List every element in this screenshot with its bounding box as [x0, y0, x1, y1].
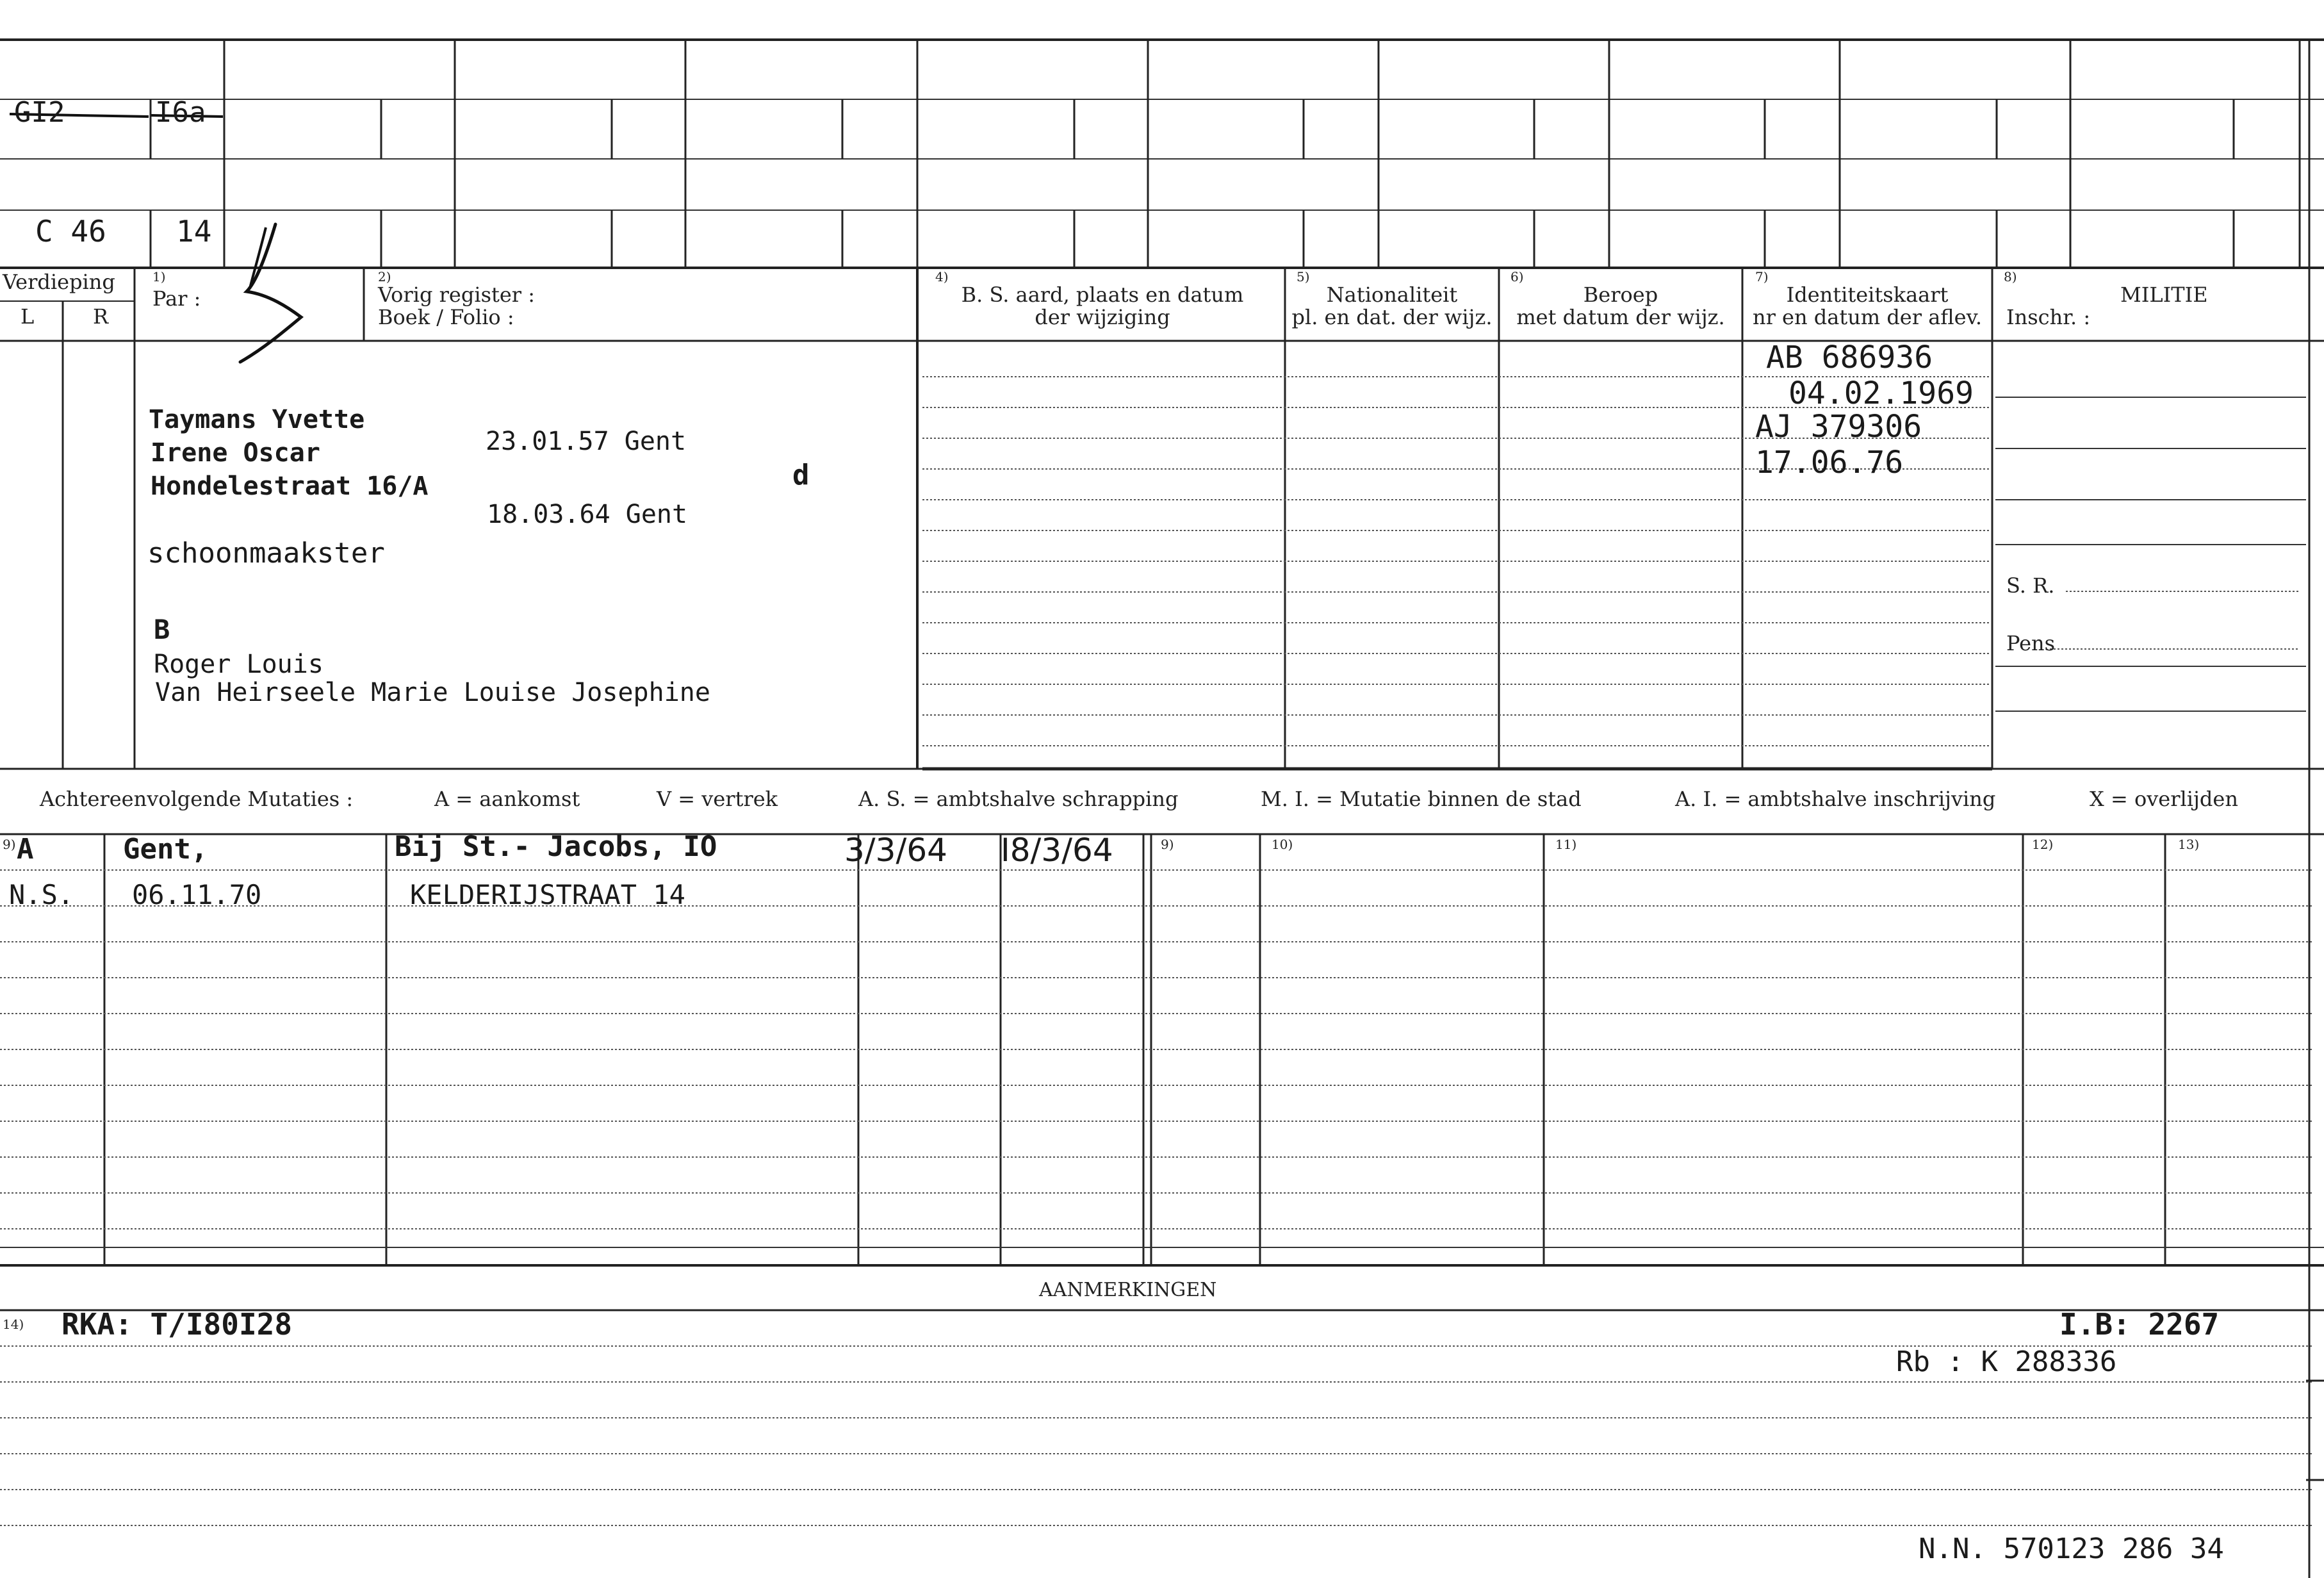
- col4-number: 4): [935, 269, 949, 284]
- person-date2: 18.03.64 Gent: [487, 500, 688, 529]
- par-label: Par :: [152, 286, 201, 311]
- pens-label: Pens: [2006, 631, 2056, 655]
- register-number: 14: [176, 214, 212, 249]
- mut-col11-number: 11): [1555, 837, 1577, 852]
- id-card-date: 04.02.1969: [1788, 375, 1974, 411]
- mutation-address: Bij St.- Jacobs, IO: [395, 830, 717, 863]
- person-father: Roger Louis: [154, 650, 323, 679]
- verdieping-l-label: L: [20, 304, 35, 329]
- legend-schrapping: A. S. = ambtshalve schrapping: [858, 787, 1179, 811]
- person-birth: 23.01.57 Gent: [486, 427, 687, 456]
- register-code: C 46: [35, 214, 106, 249]
- identiteitskaart-label: Identiteitskaart: [1786, 283, 1949, 307]
- der-wijziging-label: der wijziging: [1035, 305, 1170, 329]
- mutation-type: A: [17, 833, 34, 866]
- col8-number: 8): [2004, 269, 2017, 284]
- bs-aard-label: B. S. aard, plaats en datum: [961, 283, 1244, 307]
- mut-col9b-number: 9): [1161, 837, 1174, 852]
- mutation-type: N.S.: [9, 879, 74, 910]
- person-mother: Van Heirseele Marie Louise Josephine: [155, 678, 710, 707]
- person-mark-b: B: [154, 614, 170, 645]
- legend-inschrijving: A. I. = ambtshalve inschrijving: [1675, 787, 1996, 811]
- id-card-date: 17.06.76: [1755, 445, 1904, 481]
- person-occupation: schoonmaakster: [147, 537, 385, 570]
- legend-overlijden: X = overlijden: [2090, 787, 2238, 811]
- rka-value: RKA: T/I80I28: [61, 1307, 293, 1342]
- col5-number: 5): [1297, 269, 1310, 284]
- identiteitskaart-sub-label: nr en datum der aflev.: [1752, 305, 1983, 329]
- crossed-register-number: I6a: [155, 96, 206, 129]
- beroep-label: Beroep: [1583, 283, 1658, 307]
- rb-value: Rb : K 288336: [1896, 1345, 2117, 1378]
- sr-label: S. R.: [2006, 573, 2055, 598]
- verdieping-label: Verdieping: [3, 270, 115, 294]
- vorig-register-label: Vorig register :: [378, 283, 536, 307]
- mutation-address: KELDERIJSTRAAT 14: [410, 879, 685, 910]
- id-card-number: AJ 379306: [1755, 409, 1922, 445]
- mut-col13-number: 13): [2178, 837, 2200, 852]
- person-address: Hondelestraat 16/A: [151, 472, 429, 501]
- remarks-number: 14): [3, 1317, 24, 1332]
- nationaliteit-sub-label: pl. en dat. der wijz.: [1291, 305, 1493, 329]
- mutation-date2: I8/3/64: [1001, 832, 1113, 869]
- mutations-legend-title: Achtereenvolgende Mutaties :: [40, 787, 354, 811]
- col6-number: 6): [1510, 269, 1524, 284]
- mut-col9-number: 9): [3, 837, 16, 852]
- nationaliteit-label: Nationaliteit: [1326, 283, 1458, 307]
- person-name: Taymans Yvette: [149, 405, 365, 434]
- verdieping-r-label: R: [93, 304, 109, 329]
- marital-mark: d: [792, 459, 810, 491]
- national-number: N.N. 570123 286 34: [1919, 1533, 2224, 1565]
- beroep-sub-label: met datum der wijz.: [1516, 305, 1725, 329]
- crossed-register-code: GI2: [14, 96, 65, 129]
- id-card-number: AB 686936: [1766, 340, 1933, 375]
- mutation-date1: 3/3/64: [844, 832, 947, 869]
- col7-number: 7): [1755, 269, 1769, 284]
- col1-number: 1): [152, 269, 166, 284]
- mut-col10-number: 10): [1272, 837, 1293, 852]
- legend-vertrek: V = vertrek: [657, 787, 778, 811]
- mutation-place: Gent,: [123, 833, 208, 866]
- mut-col12-number: 12): [2032, 837, 2054, 852]
- legend-mutatie-stad: M. I. = Mutatie binnen de stad: [1261, 787, 1582, 811]
- remarks-title: AANMERKINGEN: [1039, 1279, 1217, 1301]
- legend-aankomst: A = aankomst: [434, 787, 580, 811]
- person-first-names: Irene Oscar: [151, 438, 320, 468]
- ib-value: I.B: 2267: [2059, 1307, 2220, 1342]
- inschr-label: Inschr. :: [2006, 305, 2091, 329]
- militie-title: MILITIE: [2120, 283, 2208, 307]
- boek-folio-label: Boek / Folio :: [378, 305, 514, 329]
- col2-number: 2): [378, 269, 391, 284]
- mutation-place: 06.11.70: [132, 879, 262, 910]
